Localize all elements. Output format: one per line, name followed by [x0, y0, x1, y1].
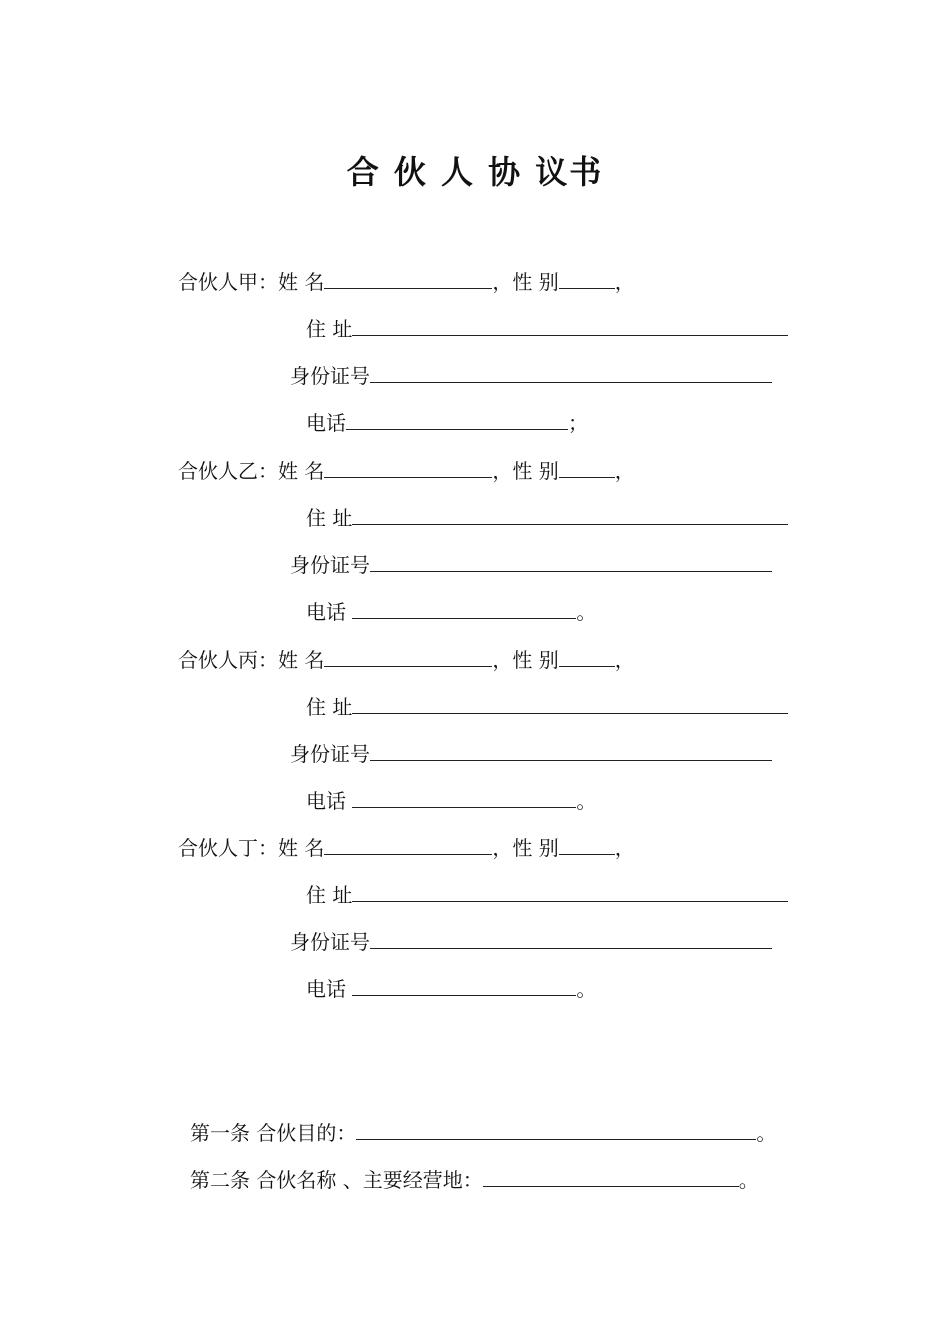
address-field[interactable] — [352, 506, 788, 525]
comma: ， — [492, 648, 513, 672]
address-label: 住 址 — [306, 695, 353, 719]
partner-label: 合伙人丁： — [178, 836, 278, 860]
partner-address-row — [306, 317, 788, 341]
phone-field[interactable] — [352, 600, 576, 619]
partner-phone-row — [306, 789, 596, 813]
name-field[interactable] — [324, 459, 492, 478]
address-label: 住 址 — [306, 883, 353, 907]
comma: ， — [614, 459, 635, 483]
id-number-label: 身份证号 — [290, 930, 370, 954]
id-number-label: 身份证号 — [290, 364, 370, 388]
article-end-punct: 。 — [756, 1121, 777, 1145]
gender-label: 性 别 — [512, 648, 559, 672]
partner-name-row — [178, 459, 635, 483]
name-field[interactable] — [324, 648, 492, 667]
gender-label: 性 别 — [512, 836, 559, 860]
address-field[interactable] — [352, 317, 788, 336]
article-row — [190, 1168, 759, 1192]
gender-field[interactable] — [559, 270, 615, 289]
phone-field[interactable] — [352, 977, 576, 996]
address-label: 住 址 — [306, 506, 353, 530]
name-field[interactable] — [324, 270, 492, 289]
phone-label: 电话 — [306, 977, 346, 1001]
phone-label: 电话 — [306, 600, 346, 624]
phone-field[interactable] — [346, 411, 568, 430]
gender-field[interactable] — [559, 836, 615, 855]
partner-address-row — [306, 695, 788, 719]
comma: ， — [614, 836, 635, 860]
partner-phone-row — [306, 977, 596, 1001]
phone-end-punct: 。 — [576, 977, 597, 1001]
address-label: 住 址 — [306, 317, 353, 341]
phone-label: 电话 — [306, 789, 346, 813]
comma: ， — [492, 836, 513, 860]
article-number: 第一条 — [190, 1121, 250, 1145]
article-field[interactable] — [356, 1121, 756, 1140]
comma: ， — [492, 459, 513, 483]
name-label: 姓 名 — [278, 459, 325, 483]
article-field[interactable] — [483, 1168, 739, 1187]
article-number: 第二条 — [190, 1168, 250, 1192]
id-number-field[interactable] — [370, 930, 772, 949]
partner-address-row — [306, 506, 788, 530]
phone-field[interactable] — [352, 789, 576, 808]
comma: ， — [492, 270, 513, 294]
partner-label: 合伙人甲： — [178, 270, 278, 294]
partner-label: 合伙人丙： — [178, 648, 278, 672]
partner-phone-row — [306, 411, 588, 435]
gender-label: 性 别 — [512, 459, 559, 483]
partner-label: 合伙人乙： — [178, 459, 278, 483]
gender-field[interactable] — [559, 459, 615, 478]
article-row — [190, 1121, 776, 1145]
gender-label: 性 别 — [512, 270, 559, 294]
id-number-label: 身份证号 — [290, 742, 370, 766]
name-label: 姓 名 — [278, 648, 325, 672]
article-end-punct: 。 — [738, 1168, 759, 1192]
partner-name-row — [178, 836, 635, 860]
comma: ， — [614, 270, 635, 294]
address-field[interactable] — [352, 883, 788, 902]
partner-name-row — [178, 648, 635, 672]
comma: ， — [614, 648, 635, 672]
partner-id-row — [290, 930, 772, 954]
name-label: 姓 名 — [278, 270, 325, 294]
partner-id-row — [290, 742, 772, 766]
partner-id-row — [290, 364, 772, 388]
partner-address-row — [306, 883, 788, 907]
article-text: 合伙目的： — [256, 1121, 357, 1145]
partner-phone-row — [306, 600, 596, 624]
document-title: 合 伙 人 协 议书 — [346, 153, 604, 191]
id-number-field[interactable] — [370, 553, 772, 572]
address-field[interactable] — [352, 695, 788, 714]
partner-name-row — [178, 270, 635, 294]
phone-end-punct: 。 — [576, 600, 597, 624]
gender-field[interactable] — [559, 648, 615, 667]
phone-label: 电话 — [306, 411, 346, 435]
partner-id-row — [290, 553, 772, 577]
article-text: 合伙名称 、主要经营地： — [256, 1168, 483, 1192]
phone-end-punct: ； — [568, 411, 588, 435]
id-number-field[interactable] — [370, 364, 772, 383]
name-label: 姓 名 — [278, 836, 325, 860]
name-field[interactable] — [324, 836, 492, 855]
id-number-label: 身份证号 — [290, 553, 370, 577]
phone-end-punct: 。 — [576, 789, 597, 813]
id-number-field[interactable] — [370, 742, 772, 761]
